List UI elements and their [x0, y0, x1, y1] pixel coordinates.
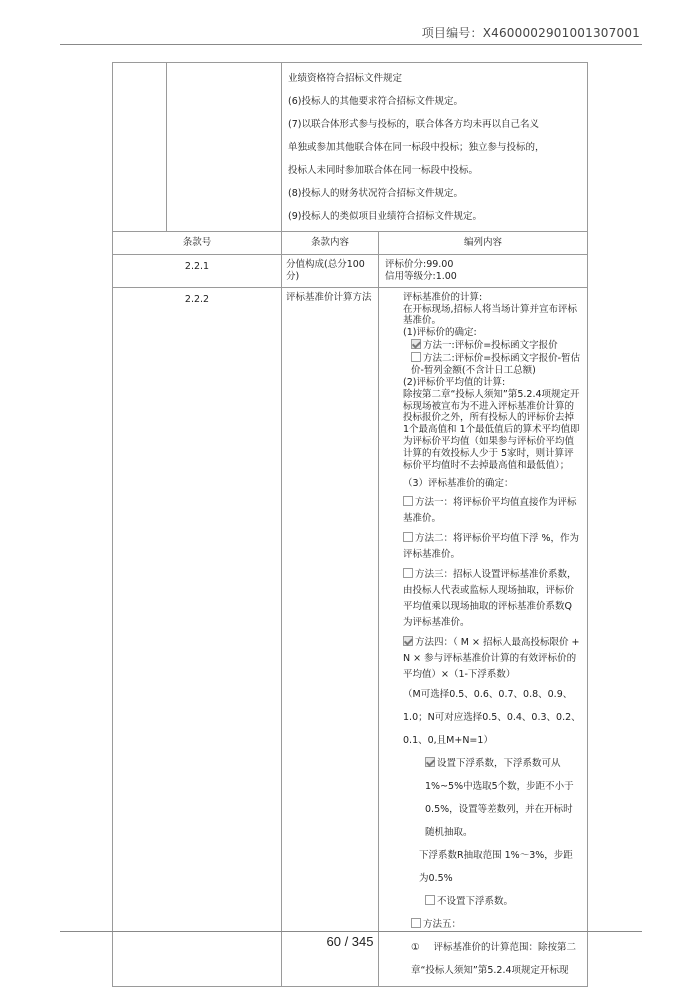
continuation-line: (9)投标人的类似项目业绩符合招标文件规定。: [288, 211, 482, 222]
clause-number: 2.2.1: [113, 254, 282, 287]
content-line: 评标价分:99.00: [385, 258, 454, 270]
clause-number: 2.2.2: [113, 287, 282, 986]
clause-content: [379, 287, 588, 986]
continuation-line: 业绩资格符合招标文件规定: [288, 73, 403, 84]
continuation-line: (7)以联合体形式参与投标的，联合体各方均未再以自己名义: [288, 119, 539, 130]
continuation-line: (6)投标人的其他要求符合招标文件规定。: [288, 96, 463, 107]
content-line: (1)评标价的确定:: [403, 327, 477, 339]
table-row: [113, 287, 588, 986]
content-line: 评标基准价的计算:: [403, 291, 483, 303]
no-float-setting: [385, 890, 581, 913]
clause-item: 评标基准价计算方法: [282, 287, 379, 986]
content-line: 在开标现场,招标人将当场计算并宣布评标基准价。: [403, 303, 578, 327]
continuation-line: 单独或参加其他联合体在同一标段中投标；独立参与投标的，: [288, 142, 545, 153]
continuation-line: 投标人未同时参加联合体在同一标段中投标。: [288, 165, 479, 176]
scoring-table: [112, 62, 588, 987]
content-line: 除按第二章“投标人须知”第5.2.4项规定开标现场被宣布为不进入评标基准价计算的投标报价之外，所有投标人的评标价去掉 1个最高值和 1个最低值后的算术平均值即为评标价平均值（如果参与评标价平均值计算的有效投标人少于 5家时，则计算评标价平均值时不去掉最高值和最低值）；: [403, 388, 580, 471]
method-n2-label: 方法二：将评标价平均值下浮 %，作为评标基准价。: [403, 532, 580, 560]
checkbox[interactable]: [425, 895, 435, 905]
checkbox[interactable]: [403, 636, 413, 646]
method-n1: [385, 495, 581, 527]
method-n2: [385, 531, 581, 563]
header-rule: [60, 44, 642, 45]
footer-rule: [60, 931, 642, 932]
checkbox[interactable]: [403, 532, 413, 542]
checkbox[interactable]: [411, 918, 421, 928]
checkbox[interactable]: [411, 339, 421, 349]
content-line: 下浮系数R抽取范围 1%～3%，步距为0.5%: [419, 849, 573, 884]
content-line: （3）评标基准价的确定：: [403, 477, 514, 489]
checkbox[interactable]: [425, 757, 435, 767]
continuation-row: [113, 63, 588, 232]
cont-cell-1: [113, 63, 167, 232]
method-n5: [385, 913, 581, 936]
method-1-label: 方法一:评标价=投标函文字报价: [423, 340, 558, 352]
method-n5-label: 方法五：: [423, 918, 462, 930]
method-n4: [385, 635, 581, 683]
table-row: [113, 254, 588, 287]
page-number: 60 / 345: [326, 934, 374, 949]
clause-content: [379, 254, 588, 287]
method-n3: [385, 567, 581, 631]
method-n3-label: 方法三：招标人设置评标基准价系数，由投标人代表或监标人现场抽取，评标价平均值乘以现场抽取的评标基准价系数Q为评标基准价。: [403, 568, 577, 628]
no-float-label: 不设置下浮系数。: [437, 895, 514, 907]
method-2: [385, 352, 581, 377]
checkbox[interactable]: [403, 496, 413, 506]
continuation-line: (8)投标人的财务状况符合招标文件规定。: [288, 188, 463, 199]
content-line: 信用等级分:1.00: [385, 270, 457, 282]
header-clause-no: 条款号: [113, 232, 282, 255]
float-setting: [385, 752, 581, 844]
float-setting-label: 设置下浮系数，下浮系数可从1%~5%中选取5个数，步距不小于0.5%，设置等差数列，并在开标时随机抽取。: [425, 757, 574, 838]
checkbox[interactable]: [403, 568, 413, 578]
content-line: (2)评标价平均值的计算:: [403, 376, 506, 388]
method-n4-label: 方法四：（ M × 招标人最高投标限价 + N × 参与评标基准价计算的有效评标价的平均值）×（1-下浮系数）: [403, 636, 580, 680]
range-text: 评标基准价的计算范围：除按第二章“投标人须知”第5.2.4项规定开标现: [411, 941, 577, 976]
content-line: （M可选择0.5、0.6、0.7、0.8、0.9、1.0；N可对应选择0.5、0.4、0.3、0.2、0.1、0,且M+N=1）: [403, 688, 581, 746]
cont-cell-2: [167, 63, 282, 232]
method-2-label: 方法二:评标价=投标函文字报价-暂估价-暂列金额(不含计日工总额): [411, 353, 581, 376]
method-1: [385, 339, 581, 352]
header-clause-content: 条款内容: [282, 232, 379, 255]
checkbox[interactable]: [411, 352, 421, 362]
header-compiled-content: 编列内容: [379, 232, 588, 255]
table-header-row: [113, 232, 588, 255]
continuation-cell: [282, 63, 588, 232]
method-n1-label: 方法一：将评标价平均值直接作为评标基准价。: [403, 496, 577, 524]
project-number: 项目编号：X4600002901001307001: [421, 26, 640, 40]
circled-number: ①: [411, 941, 420, 953]
clause-item: 分值构成(总分100分): [282, 254, 379, 287]
